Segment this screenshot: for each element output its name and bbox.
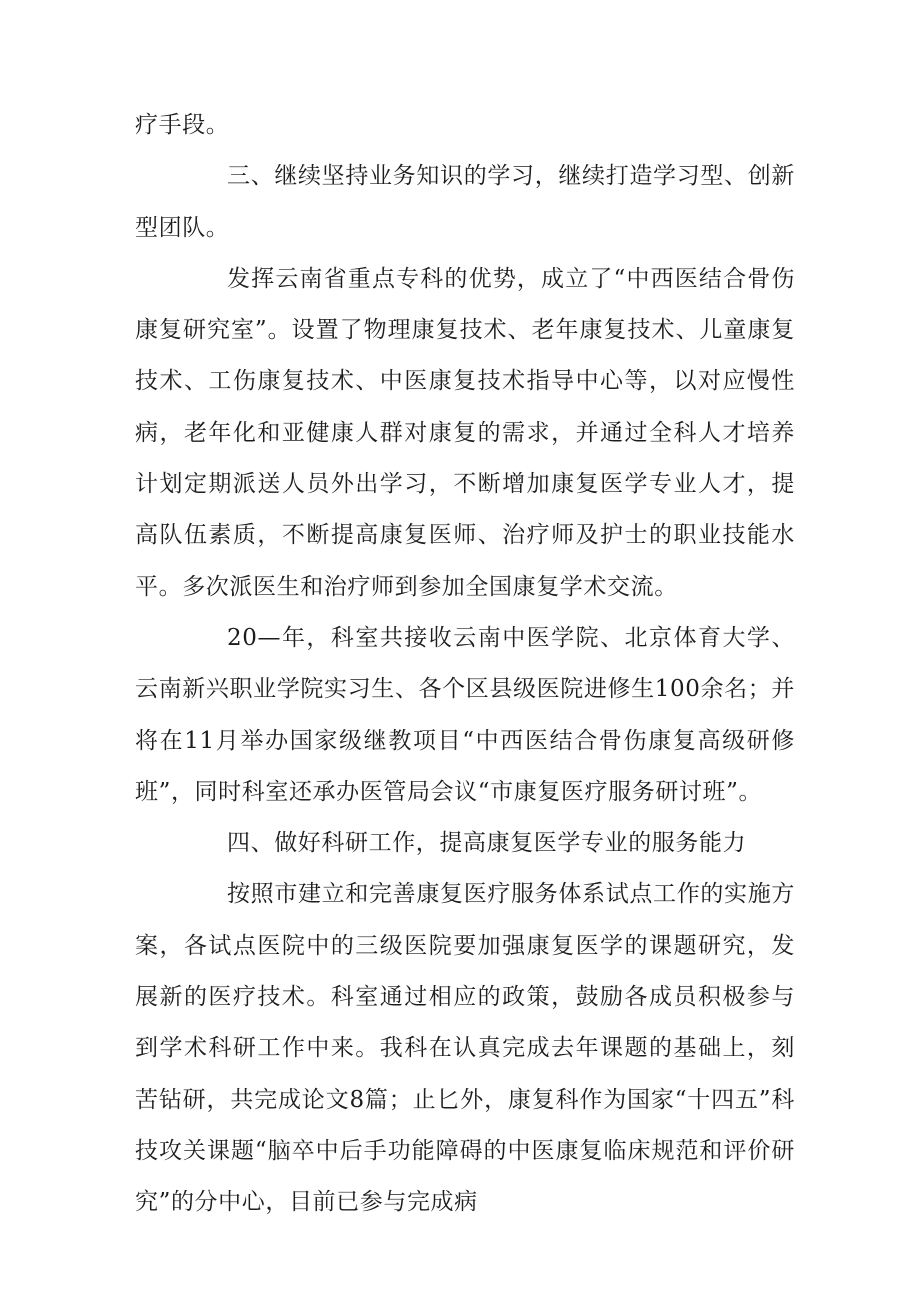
paragraph-trainees: 20—年，科室共接收云南中医学院、北京体育大学、云南新兴职业学院实习生、各个区县级医院进修生100余名；并将在11月举办国家级继教项目“中西医结合骨伤康复高级研修班”，同时科室还承办医管局会议“市康复医疗服务研讨班”。 xyxy=(135,624,795,805)
section-heading-4: 四、做好科研工作，提高康复医学专业的服务能力 xyxy=(227,830,747,857)
paragraph-research-work: 按照市建立和完善康复医疗服务体系试点工作的实施方案，各试点医院中的三级医院要加强康复医学的课题研究，发展新的医疗技术。科室通过相应的政策，鼓励各成员积极参与到学术科研工作中来。我科在认真完成去年课题的基础上，刻苦钻研，共完成论文8篇；止匕外，康复科作为国家“十四五”科技攻关课题“脑卒中后手功能障碍的中医康复临床规范和评价研究”的分中心，目前已参与完成病 xyxy=(135,881,795,1216)
document-body xyxy=(135,100,795,1229)
section-heading-3: 三、继续坚持业务知识的学习，继续打造学习型、创新型团队。 xyxy=(135,163,795,241)
paragraph-research-lab: 发挥云南省重点专科的优势，成立了“中西医结合骨伤康复研究室”。设置了物理康复技术、老年康复技术、儿童康复技术、工伤康复技术、中医康复技术指导中心等，以对应慢性病，老年化和亚健康人群对康复的需求，并通过全科人才培养计划定期派送人员外出学习，不断增加康复医学专业人才，提高队伍素质，不断提高康复医师、治疗师及护士的职业技能水平。多次派医生和治疗师到参加全国康复学术交流。 xyxy=(135,265,795,600)
paragraph-continuation: 疗手段。 xyxy=(135,112,230,138)
